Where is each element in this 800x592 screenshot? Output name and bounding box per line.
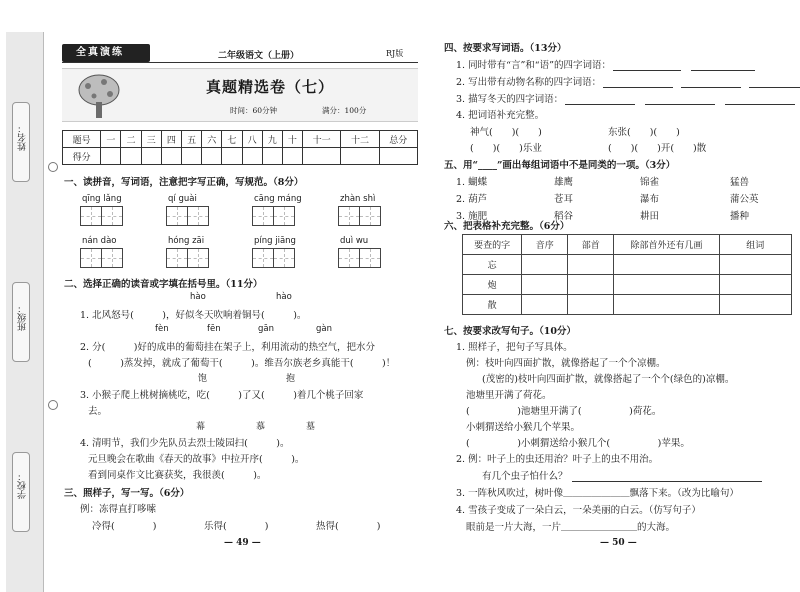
score-header-cell: 八 xyxy=(242,131,262,148)
section-4-q3-text: 3. 描写冬天的四字词语： xyxy=(456,94,564,105)
binding-strip xyxy=(6,32,44,592)
section-2-title: 二、选择正确的读音或字填在括号里。（11分） xyxy=(64,279,263,290)
dictionary-input-cell[interactable] xyxy=(719,295,791,315)
writing-grid[interactable] xyxy=(80,206,122,226)
time-info: 时间：60分钟 xyxy=(230,106,278,115)
binding-hole xyxy=(48,162,58,172)
pinyin-prompt: qí guài xyxy=(168,194,197,204)
section-1-title: 一、读拼音，写词语，注意把字写正确，写规范。（8分） xyxy=(64,177,304,188)
question-2-2-cont[interactable]: ( )蒸发掉，就成了葡萄干( )。维吾尔族老乡真能干( )！ xyxy=(88,358,396,369)
dictionary-input-cell[interactable] xyxy=(522,295,568,315)
score-header-cell: 五 xyxy=(181,131,201,148)
section-6-title: 六、把表格补充完整。（6分） xyxy=(444,221,570,232)
header-divider xyxy=(62,62,418,63)
name-label: 姓名： xyxy=(18,124,28,151)
score-header-cell: 九 xyxy=(262,131,282,148)
binding-hole xyxy=(48,400,58,410)
word-option[interactable]: 播种 xyxy=(730,211,750,222)
writing-grid[interactable] xyxy=(80,248,122,268)
section-4-fill[interactable]: ( )( )开( )散 xyxy=(608,143,707,154)
writing-cell[interactable] xyxy=(252,248,274,268)
dictionary-input-cell[interactable] xyxy=(522,275,568,295)
section-7-q4: 4. 雪孩子变成了一朵白云，一朵美丽的白云。（仿写句子） xyxy=(456,505,701,516)
section-4-fill[interactable]: 东张( )( ) xyxy=(608,127,680,138)
section-7-fill-2[interactable]: ( )小刺猬送给小猴几个( )苹果。 xyxy=(466,438,690,449)
score-row-label: 得分 xyxy=(63,148,101,165)
dictionary-header-cell: 要查的字 xyxy=(463,235,522,255)
q1-pinyin: hào xyxy=(276,292,292,302)
section-7-fill-1[interactable]: ( )池塘里开满了( )荷花。 xyxy=(466,406,662,417)
word-option[interactable]: 耕田 xyxy=(640,211,660,222)
section-7-example-1: 例：枝叶向四面扩散，就像搭起了一个个凉棚。 xyxy=(466,358,666,369)
dictionary-input-cell[interactable] xyxy=(719,275,791,295)
q1-pinyin: hào xyxy=(190,292,206,302)
pinyin-prompt: píng jiāng xyxy=(254,236,296,246)
score-header-cell: 题号 xyxy=(63,131,101,148)
question-2-3-cont: 去。 xyxy=(88,406,108,417)
pinyin-prompt: cāng máng xyxy=(254,194,302,204)
section-7-q1: 1. 照样子，把句子写具体。 xyxy=(456,342,573,353)
dictionary-input-cell[interactable] xyxy=(568,255,614,275)
word-option[interactable]: 雄鹰 xyxy=(554,177,574,188)
word-option[interactable]: 1. 蝴蝶 xyxy=(456,177,488,188)
brand-logo: 全真演练 xyxy=(62,44,150,62)
writing-grid[interactable] xyxy=(252,248,294,268)
section-4-q2[interactable] xyxy=(456,74,800,88)
score-cell[interactable] xyxy=(379,148,417,165)
section-3-item[interactable]: 热得( ) xyxy=(316,521,381,532)
score-cell[interactable] xyxy=(303,148,341,165)
writing-cell[interactable] xyxy=(80,206,102,226)
score-cell[interactable] xyxy=(101,148,121,165)
question-2-4[interactable]: 4. 清明节，我们少先队员去烈士陵园扫( )。 xyxy=(80,438,290,449)
score-header-cell: 四 xyxy=(161,131,181,148)
pinyin-prompt: zhàn shì xyxy=(340,194,376,204)
dictionary-char: 忘 xyxy=(463,255,522,275)
dictionary-char: 炮 xyxy=(463,275,522,295)
dictionary-header-cell: 除部首外还有几画 xyxy=(614,235,719,255)
dictionary-row xyxy=(463,295,792,315)
dictionary-input-cell[interactable] xyxy=(568,295,614,315)
full-score-info: 满分：100分 xyxy=(322,106,367,115)
q3-char: 抱 xyxy=(286,374,296,384)
section-3-title: 三、照样子，写一写。（6分） xyxy=(64,488,190,499)
page-number-left: — 49 — xyxy=(224,538,261,548)
section-3-item[interactable]: 乐得( ) xyxy=(204,521,269,532)
score-cell[interactable] xyxy=(181,148,201,165)
writing-cell[interactable] xyxy=(187,248,209,268)
section-7-title: 七、按要求改写句子。（10分） xyxy=(444,326,576,337)
q4-char: 慕 xyxy=(256,422,266,432)
q3-char: 饱 xyxy=(198,374,208,384)
word-option[interactable]: 猛兽 xyxy=(730,177,750,188)
dictionary-input-cell[interactable] xyxy=(719,255,791,275)
edition-label: RJ版 xyxy=(386,49,404,58)
writing-grid[interactable] xyxy=(166,206,208,226)
word-option[interactable]: 锦雀 xyxy=(640,177,660,188)
writing-cell[interactable] xyxy=(252,206,274,226)
section-7-q3[interactable]: 3. 一阵秋风吹过，树叶像＿＿＿＿＿＿＿飘落下来。（改为比喻句） xyxy=(456,488,739,499)
word-option[interactable]: 2. 葫芦 xyxy=(456,194,488,205)
score-cell[interactable] xyxy=(121,148,141,165)
pinyin-prompt: hóng zāi xyxy=(168,236,205,246)
writing-cell[interactable] xyxy=(338,248,360,268)
dictionary-input-cell[interactable] xyxy=(614,255,719,275)
section-4-q4: 4. 把词语补充完整。 xyxy=(456,110,545,121)
dictionary-row xyxy=(463,275,792,295)
dictionary-input-cell[interactable] xyxy=(614,295,719,315)
page-number-right: — 50 — xyxy=(600,538,637,548)
score-header-cell: 二 xyxy=(121,131,141,148)
dictionary-input-cell[interactable] xyxy=(614,275,719,295)
score-table xyxy=(62,130,418,165)
writing-grid[interactable] xyxy=(252,206,294,226)
section-4-title: 四、按要求写词语。（13分） xyxy=(444,43,567,54)
dictionary-header-cell: 音序 xyxy=(522,235,568,255)
word-option[interactable]: 瀑布 xyxy=(640,194,660,205)
question-2-4-b[interactable]: 元旦晚会在歌曲《春天的故事》中拉开序( )。 xyxy=(88,454,305,465)
score-header-cell: 三 xyxy=(141,131,161,148)
writing-grid[interactable] xyxy=(338,206,380,226)
word-option[interactable]: 3. 施肥 xyxy=(456,211,488,222)
dictionary-input-cell[interactable] xyxy=(568,275,614,295)
writing-cell[interactable] xyxy=(187,206,209,226)
writing-cell[interactable] xyxy=(166,206,188,226)
score-cell[interactable] xyxy=(202,148,222,165)
writing-cell[interactable] xyxy=(359,248,381,268)
section-4-fill[interactable]: ( )( )乐业 xyxy=(470,143,542,154)
q4-char: 墓 xyxy=(306,422,316,432)
writing-cell[interactable] xyxy=(338,206,360,226)
dictionary-header-cell: 组词 xyxy=(719,235,791,255)
class-label: 班级： xyxy=(18,304,28,331)
q4-char: 幕 xyxy=(196,422,206,432)
q2-pinyin: fēn xyxy=(207,324,221,334)
score-cell[interactable] xyxy=(341,148,379,165)
dictionary-header-cell: 部首 xyxy=(568,235,614,255)
q2-pinyin: fèn xyxy=(155,324,169,334)
section-7-q2: 2. 例：叶子上的虫还用治？叶子上的虫不用治。 xyxy=(456,454,659,465)
question-2-4-c[interactable]: 看到同桌作文比赛获奖，我很羡( )。 xyxy=(88,470,267,481)
score-cell[interactable] xyxy=(222,148,242,165)
section-7-q2-text: 有几个虫子怕什么？ xyxy=(482,471,568,482)
section-5-title: 五、用“____”画出每组词语中不是同类的一项。（3分） xyxy=(444,160,676,171)
score-cell[interactable] xyxy=(282,148,302,165)
writing-cell[interactable] xyxy=(80,248,102,268)
section-4-q1-text: 1. 同时带有“言”和“语”的四字词语： xyxy=(456,60,612,71)
score-header-cell: 十 xyxy=(282,131,302,148)
writing-cell[interactable] xyxy=(101,206,123,226)
score-value-row xyxy=(63,148,418,165)
section-4-q1[interactable] xyxy=(456,57,755,71)
score-cell[interactable] xyxy=(141,148,161,165)
subject-title: 二年级语文（上册） xyxy=(218,51,300,61)
score-cell[interactable] xyxy=(242,148,262,165)
question-2-3[interactable]: 3. 小猴子爬上桃树摘桃吃，吃( )了又( )着几个桃子回家 xyxy=(80,390,364,401)
writing-cell[interactable] xyxy=(101,248,123,268)
section-4-q2-text: 2. 写出带有动物名称的四字词语： xyxy=(456,77,602,88)
pinyin-prompt: duì wu xyxy=(340,236,369,246)
dictionary-header-row xyxy=(463,235,792,255)
word-option[interactable]: 稻谷 xyxy=(554,211,574,222)
word-option[interactable]: 蒲公英 xyxy=(730,194,759,205)
question-2-1[interactable]: 1. 北风怒号( )，好似冬天吹响着铜号( )。 xyxy=(80,310,307,321)
section-4-q3[interactable] xyxy=(456,91,795,105)
word-option[interactable]: 苍耳 xyxy=(554,194,574,205)
writing-cell[interactable] xyxy=(166,248,188,268)
dictionary-input-cell[interactable] xyxy=(522,255,568,275)
section-7-example-2: (茂密的)枝叶向四面扩散，就像搭起了一个个(绿色的)凉棚。 xyxy=(482,374,735,385)
score-cell[interactable] xyxy=(262,148,282,165)
section-7-sentence-1: 池塘里开满了荷花。 xyxy=(466,390,552,401)
section-3-example: 例：冻得直打哆嗦 xyxy=(80,504,157,515)
score-header-cell: 总分 xyxy=(379,131,417,148)
writing-cell[interactable] xyxy=(359,206,381,226)
pinyin-prompt: nán dào xyxy=(82,236,117,246)
writing-grid[interactable] xyxy=(166,248,208,268)
q2-pinyin: gàn xyxy=(316,324,332,334)
section-7-q4-task[interactable]: 眼前是一片大海，一片＿＿＿＿＿＿＿＿的大海。 xyxy=(466,522,676,533)
writing-grid[interactable] xyxy=(338,248,380,268)
section-3-item[interactable]: 冷得( ) xyxy=(92,521,157,532)
score-header-cell: 一 xyxy=(101,131,121,148)
score-header-cell: 十一 xyxy=(303,131,341,148)
score-cell[interactable] xyxy=(161,148,181,165)
score-header-cell: 十二 xyxy=(341,131,379,148)
section-7-sentence-2: 小刺猬送给小猴几个苹果。 xyxy=(466,422,581,433)
writing-cell[interactable] xyxy=(273,248,295,268)
section-7-q2-task[interactable] xyxy=(482,468,762,482)
pinyin-prompt: qīng lǎng xyxy=(82,194,122,204)
question-2-2[interactable]: 2. 分( )好的成串的葡萄挂在架子上，利用流动的热空气，把水分 xyxy=(80,342,375,353)
q2-pinyin: gān xyxy=(258,324,274,334)
score-header-cell: 六 xyxy=(202,131,222,148)
section-4-fill[interactable]: 神气( )( ) xyxy=(470,127,542,138)
dictionary-table xyxy=(462,234,792,315)
writing-cell[interactable] xyxy=(273,206,295,226)
score-header-row xyxy=(63,131,418,148)
score-header-cell: 七 xyxy=(222,131,242,148)
dictionary-char: 散 xyxy=(463,295,522,315)
dictionary-row xyxy=(463,255,792,275)
exam-title: 真题精选卷（七） xyxy=(205,78,334,96)
school-label: 学校： xyxy=(18,472,28,499)
